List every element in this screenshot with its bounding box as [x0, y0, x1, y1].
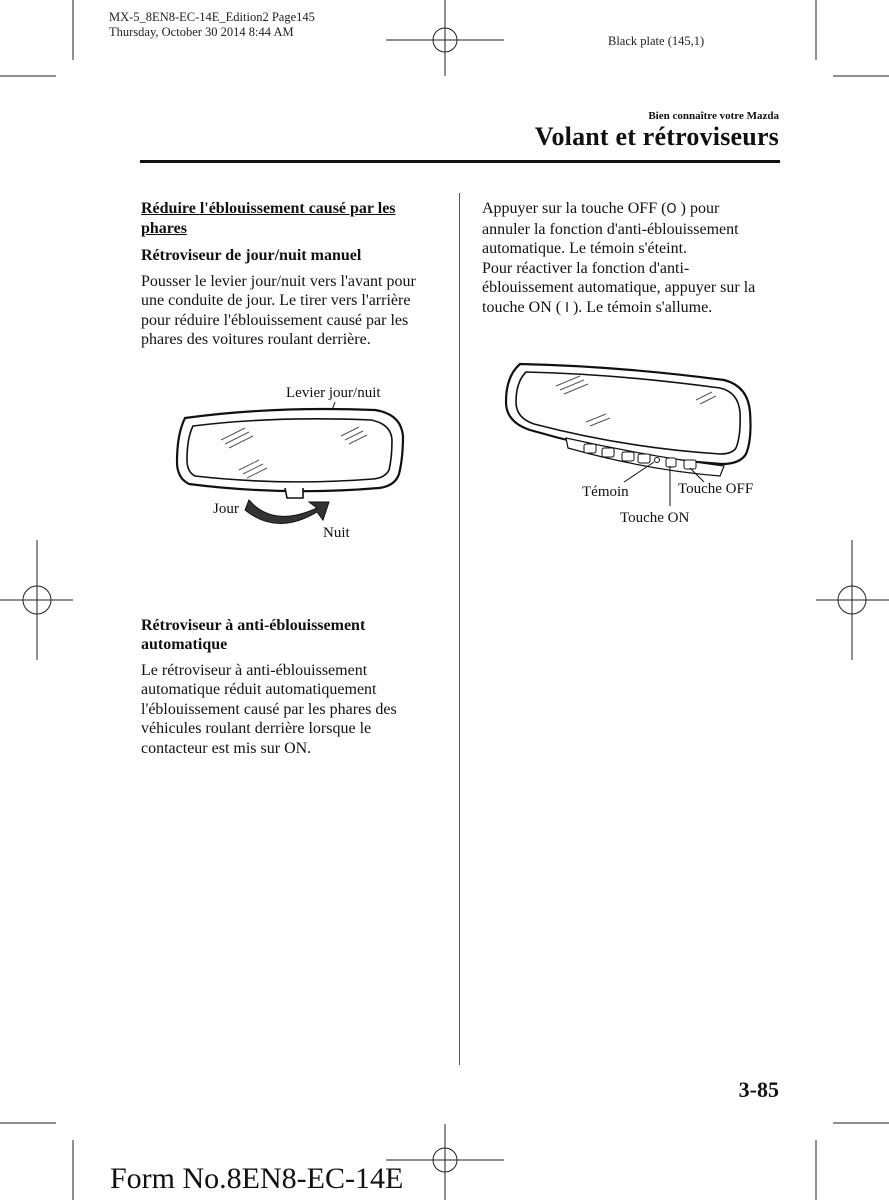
off-text-end: ) pour annuler la fonction d'anti-éblouissement automatique. Le témoin s'éteint. — [482, 200, 739, 257]
page-number: 3-85 — [738, 1077, 779, 1102]
print-header — [109, 10, 315, 40]
off-symbol-icon: O — [666, 202, 677, 217]
lever-label: Levier jour/nuit — [286, 384, 381, 401]
indicator-label: Témoin — [582, 484, 629, 500]
form-number: Form No.8EN8-EC-14E — [110, 1162, 404, 1195]
manual-mirror-figure — [153, 378, 435, 578]
auto-mirror-heading: Rétroviseur à anti-éblouissement automatique — [141, 616, 366, 653]
section-heading: Réduire l'éblouissement causé par les phares — [141, 200, 396, 237]
chapter-title: Volant et rétroviseurs — [534, 122, 779, 151]
on-symbol-icon: I — [565, 300, 569, 316]
section-label: Bien connaître votre Mazda — [648, 110, 779, 122]
off-instructions — [482, 199, 764, 259]
left-column — [141, 199, 423, 758]
on-text-start: Pour réactiver la fonction d'anti-éblouissement automatique, appuyer sur la touche ON ( — [482, 259, 756, 316]
print-header-date: Thursday, October 30 2014 8:44 AM — [109, 25, 294, 39]
on-text-end: ). Le témoin s'allume. — [572, 298, 713, 316]
plate-label: Black plate (145,1) — [608, 34, 705, 48]
manual-mirror-heading: Rétroviseur de jour/nuit manuel — [141, 247, 362, 264]
off-button-label: Touche OFF — [678, 481, 754, 497]
night-label: Nuit — [323, 524, 350, 541]
print-header-file: MX-5_8EN8-EC-14E_Edition2 Page145 — [109, 10, 315, 24]
column-divider — [459, 193, 460, 1065]
on-button-label: Touche ON — [620, 510, 690, 526]
on-instructions — [482, 259, 764, 319]
right-column — [482, 199, 764, 526]
day-label: Jour — [213, 500, 239, 517]
off-text-start: Appuyer sur la touche OFF ( — [482, 200, 667, 217]
title-rule — [140, 160, 780, 163]
auto-mirror-text: Le rétroviseur à anti-éblouissement automatique réduit automatiquement l'éblouissement causé par les phares des véhicules roulant derrière lorsque le contacteur est mis sur ON. — [141, 661, 397, 757]
auto-mirror-figure — [496, 356, 786, 526]
manual-mirror-text: Pousser le levier jour/nuit vers l'avant pour une conduite de jour. Le tirer vers l'arrière pour réduire l'éblouissement causé par les phares des voitures roulant derrière. — [141, 272, 416, 348]
